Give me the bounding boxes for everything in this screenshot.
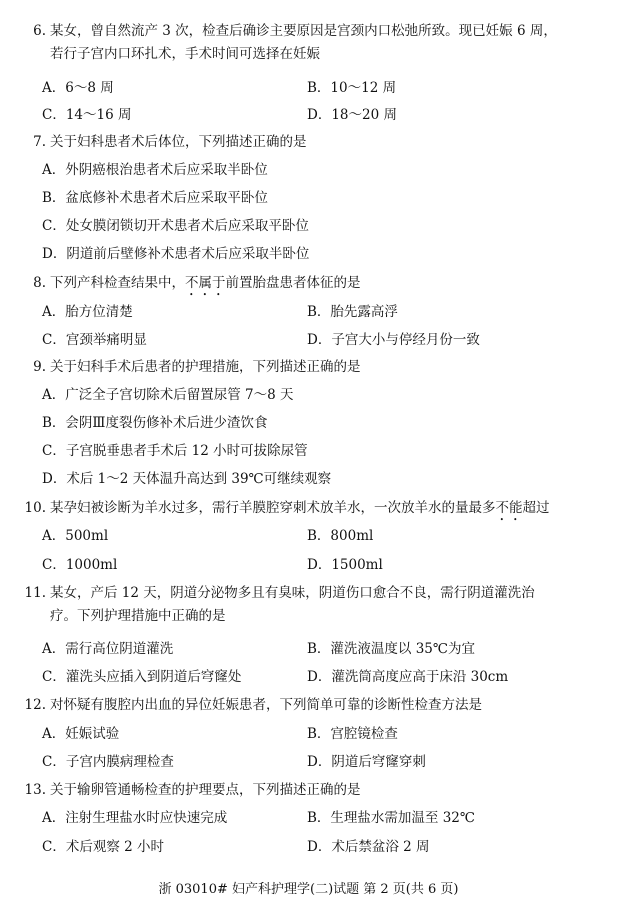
option-c: C．术后观察 2 小时 [42,839,165,855]
option-b: B．宫腔镜检查 [307,726,398,742]
option-b: B．灌洗液温度以 35℃为宜 [307,641,475,657]
question-number: 13. [24,782,46,798]
question-text-end: 超过 [522,500,550,516]
option-a: A．广泛全子宫切除术后留置尿管 7～8 天 [42,387,294,403]
question-text: 关于妇科手术后患者的护理措施，下列描述正确的是 [50,359,361,375]
option-d: D．18～20 周 [307,107,397,123]
option-c: C．宫颈举痛明显 [42,332,147,348]
question-number: 12. [24,697,46,713]
question-text-continued: 疗。下列护理措施中正确的是 [50,608,226,624]
page-footer: 浙 03010# 妇产科护理学(二)试题 第 2 页(共 6 页) [158,882,459,897]
emphasized-text: 不能 [495,500,523,516]
question-number: 9. [33,359,46,375]
option-b: B．胎先露高浮 [307,304,398,320]
option-c: C．1000ml [42,557,118,573]
option-b: B．800ml [307,528,374,544]
option-a: A．注射生理盐水时应快速完成 [42,810,228,826]
question-13-stem [22,779,601,802]
question-text-end: 前置胎盘患者体征的是 [225,275,361,291]
option-d: D．术后禁盆浴 2 周 [307,839,430,855]
option-b: B．会阴Ⅲ度裂伤修补术后进少渣饮食 [42,415,268,431]
emphasized-text: 不属于 [185,275,226,291]
option-c: C．处女膜闭锁切开术患者术后应采取平卧位 [42,218,309,234]
option-d: D．灌洗筒高度应高于床沿 30cm [307,669,509,685]
question-text: 对怀疑有腹腔内出血的异位妊娠患者，下列简单可靠的诊断性检查方法是 [50,697,482,713]
option-a: A．妊娠试验 [42,726,120,742]
option-a: A．胎方位清楚 [42,304,133,320]
option-a: A．500ml [42,528,109,544]
question-6-stem [22,20,601,66]
question-text: 某女，曾自然流产 3 次，检查后确诊主要原因是宫颈内口松弛所致。现已妊娠 6 周， [50,23,557,39]
question-number: 11. [24,585,46,601]
option-d: D．阴道前后壁修补术患者术后应采取半卧位 [42,246,310,262]
question-9-stem [22,356,601,379]
question-text: 某女，产后 12 天，阴道分泌物多且有臭味，阴道伤口愈合不良，需行阴道灌洗治 [50,585,535,601]
question-text-continued: 若行子宫内口环扎术，手术时间可选择在妊娠 [50,46,320,62]
question-number: 7. [33,134,46,150]
option-a: A．6～8 周 [42,80,114,96]
question-12-stem [22,694,601,717]
question-text: 某孕妇被诊断为羊水过多，需行羊膜腔穿刺术放羊水，一次放羊水的量最多 [50,500,496,516]
question-7-stem [22,131,601,154]
option-c: C．灌洗头应插入到阴道后穹窿处 [42,669,242,685]
option-d: D．1500ml [307,557,383,573]
question-text: 关于输卵管通畅检查的护理要点，下列描述正确的是 [50,782,361,798]
option-a: A．需行高位阴道灌洗 [42,641,174,657]
option-d: D．术后 1～2 天体温升高达到 39℃可继续观察 [42,471,332,487]
question-text: 关于妇科患者术后体位，下列描述正确的是 [50,134,307,150]
question-number: 6. [33,23,46,39]
question-number: 10. [24,500,46,516]
option-c: C．14～16 周 [42,107,132,123]
question-8-stem [22,272,601,299]
option-a: A．外阴癌根治患者术后应采取半卧位 [42,162,268,178]
question-10-stem [22,497,601,524]
option-b: B．盆底修补术患者术后应采取平卧位 [42,190,268,206]
option-c: C．子宫内膜病理检查 [42,754,174,770]
option-d: D．子宫大小与停经月份一致 [307,332,480,348]
question-number: 8. [33,275,46,291]
option-c: C．子宫脱垂患者手术后 12 小时可拔除尿管 [42,443,308,459]
question-11-stem [22,582,601,628]
question-text: 下列产科检查结果中， [50,275,185,291]
option-b: B．10～12 周 [307,80,397,96]
option-d: D．阴道后穹窿穿刺 [307,754,426,770]
option-b: B．生理盐水需加温至 32℃ [307,810,475,826]
